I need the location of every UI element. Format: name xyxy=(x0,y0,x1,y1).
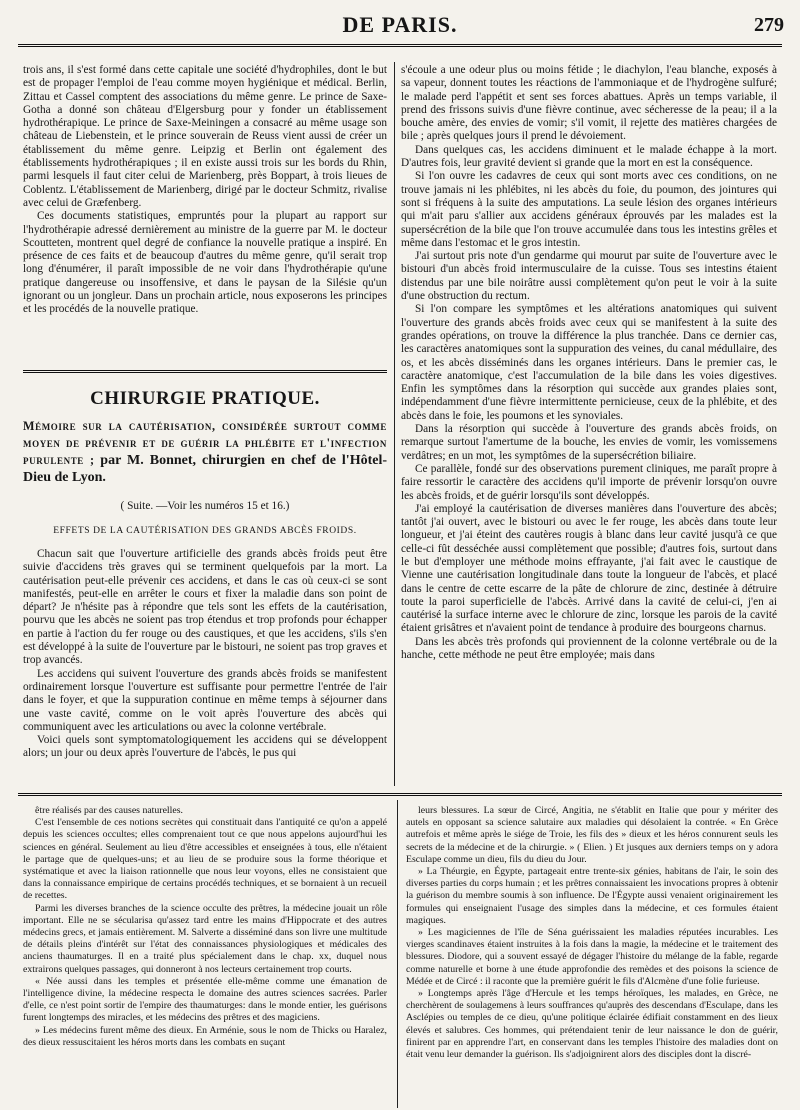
paragraph: être réalisés par des causes naturelles. xyxy=(35,805,183,816)
paragraph: Ce parallèle, fondé sur des observations purement cliniques, me paraît propre à faire ressortir le caractère des accidens qu'il importe de prévenir lorsqu'on ouvre les abcès froids, et de guérir lorsqu'ils sont développés. xyxy=(401,462,777,502)
section-rule xyxy=(23,370,387,373)
paragraph: Voici quels sont symptomatologiquement les accidens qui se développent alors; un jour ou deux après l'ouverture de l'abcès, le pus qui xyxy=(23,734,387,760)
column-divider xyxy=(394,62,395,786)
suite-note: ( Suite. —Voir les numéros 15 et 16.) xyxy=(120,500,290,512)
paragraph: Si l'on ouvre les cadavres de ceux qui sont morts avec ces conditions, on ne trouve jamais ni les phlébites, ni les abcès du foie, du poumon, des jointures qui sont si fréquens à la suite des amputations. La seule lésion des organes intérieurs qui m'ait paru s'allier aux accidens généraux éprouvés par les malades est la supersécrétion de la bile que l'on trouve accumulée dans tous les intestins grêles et même dans l'estomac et le gros intestin. xyxy=(401,170,777,249)
page-header xyxy=(0,0,800,46)
paragraph: » Les magiciennes de l'île de Séna guérissaient les maladies réputées incurables. Les vierges scandinaves étaient instruites à la fois dans la magie, la médecine et le traitement des blessures. Diodore, qui a souvent essayé de dégager l'histoire du mélange de la fable, regarde comme naturelle et borne à une étude approfondie des remèdes et des poisons la science de Médée et de Circé : il raconte que la première guérit le fils d'Alcmène d'une folie furieuse. xyxy=(406,927,778,987)
paragraph: » Les médecins furent même des dieux. En Arménie, sous le nom de Thicks ou Haralez, des dieux ressuscitaient les héros morts dans les combats en suçant xyxy=(23,1024,387,1048)
paragraph: » Longtemps après l'âge d'Hercule et les temps héroïques, les malades, en Grèce, ne cherchèrent de soulagemens à leurs souffrances qu'auprès des descendans d'Esculape, dans les Asclépies ou temples de ce dieu, qu'une politique éclairée édifiait constamment en des lieux élevés et salubres. Ces hommes, qui prétendaient tenir de leur naissance le don de guérir, finirent par en apprendre l'art, en conservant dans les temples l'histoire des maladies dont on était venu leur demander la guérison. Ils s'adjoignirent alors des disciples dont la discré- xyxy=(406,988,778,1061)
right-column xyxy=(401,64,777,786)
paragraph: trois ans, il s'est formé dans cette capitale une société d'hydrophiles, dont le but est de propager l'emploi de l'eau comme moyen hygiénique et médical. Berlin, Zittau et Cassel comptent des associations du même genre. Le prince de Saxe-Gotha a donné son château d'Elgersburg pour y fonder un établissement hydrothérapique. Le prince de Saxe-Meiningen a consacré au même usage son château de Liebenstein, et le prince souverain de Reuss vient aussi de créer un établissement du même genre. Leipzig et Berlin ont également des établissements hydrothérapiques ; il en existe aussi trois sur les bords du Rhin, parmi lesquels il faut citer celui de Marienberg, près Boppart, à trois lieues de Coblentz. L'établissement de Marienberg, dirigé par le docteur Schmitz, rivalise avec celui de Græfenberg. xyxy=(23,64,387,209)
paragraph: leurs blessures. La sœur de Circé, Angitia, ne s'établit en Italie que pour y mériter des autels en opposant sa science salutaire aux maladies qui désolaient la contrée. « En Grèce autrefois et même après le siége de Troie, les fils des » dieux et les héros connurent seuls les secrets de la médecine et de la chirurgie. » ( Elien. ) Et jusques aux derniers temps on y adora Esculape comme un dieu, fils du dieu du Jour. xyxy=(406,805,778,865)
left-column-top xyxy=(23,64,387,364)
paragraph: Si l'on compare les symptômes et les altérations anatomiques qui suivent l'ouverture des grands abcès froids avec ceux qui se manifestent à la suite des grandes opérations, on trouve la différence la plus tranchée. Dans ce dernier cas, les caractères anatomiques sont la suppuration des veines, du canal médullaire, des os, et les abcès disséminés dans les organes intérieurs. Dans le premier cas, le caractère anatomique, c'est l'accumulation de la bile dans les voies digestives. Enfin les symptômes dans la résorption qui succède aux grandes plaies sont, indépendamment d'une fièvre intermittente pernicieuse, ceux de la phlébite, et des abcès dans le foie, les poumons et les synoviales. xyxy=(401,303,777,422)
feuilleton-rule xyxy=(18,793,782,796)
feuilleton-left xyxy=(23,805,387,1105)
paragraph: C'est l'ensemble de ces notions secrètes qui constituait dans l'antiquité ce qu'on a appelé depuis les sciences occultes; elles comprenaient tout ce que nous appelons aujourd'hui les sciences en général. Seulement au lieu d'être accessibles et enseignées à tous, elle n'étaient le partage que de quelques-uns; et au lieu de se produire sous la forme théorique et systématique et avec la liaison rationnelle que nous leur voyons, elles ne consistaient que dans la connaissance empirique de certains procédés techniques, et se bornaient à un recueil de recettes. xyxy=(23,817,387,902)
paragraph: » La Théurgie, en Égypte, partageait entre trente-six génies, habitans de l'air, le soin des diverses parties du corps humain ; et les prêtres connaissaient les invocations propres à obtenir la guérison du membre soumis à son influence. De l'Égypte aussi venaient originairement les formules qui enseignaient l'usage des simples dans la médecine, et ces formules étaient magiques. xyxy=(406,866,778,926)
page-number: 279 xyxy=(754,14,784,36)
paragraph: « Née aussi dans les temples et présentée elle-même comme une émanation de l'intelligence divine, la médecine respecta le domaine des autres sciences sacrées. Parler d'elle, ce n'est point sortir de l'empire des thaumaturges: dans le monde entier, les guérisons furent longtemps des miracles, et les médecins des prêtres et des magiciens. xyxy=(23,975,387,1024)
paragraph: Chacun sait que l'ouverture artificielle des grands abcès froids peut être suivie d'accidens très graves qui se terminent quelquefois par la mort. La cautérisation peut-elle prévenir ces accidens, et dans le cas où ceux-ci se sont manifestés, peut-elle en arrêter le cours et fixer la maladie dans son point de départ? Je n'hésite pas à répondre que tels sont les effets de la cautérisation, pourvu que les abcès ne soient pas trop étendus et trop profonds pour échapper en partie à l'action du fer rouge ou des caustiques, et que les accidens, s'ils s'en est développé à la suite de l'ouverture par le bistouri, ne soient pas trop graves et trop avancés. xyxy=(23,548,387,667)
section-title: CHIRURGIE PRATIQUE. xyxy=(90,388,320,409)
left-column-body xyxy=(23,548,387,786)
paragraph: J'ai employé la cautérisation de diverses manières dans l'ouverture des abcès; tantôt j'ai ouvert, avec le bistouri ou avec le fer rouge, les abcès dans toute leur longueur, et j'ai éteint des cautères rougis à blanc dans leur cavité jusqu'à ce que celle-ci fût desséchée aussi complètement que possible; d'autres fois, surtout dans le but d'employer une méthode moins effrayante, j'ai fait avec le caustique de Vienne une cautérisation longitudinale dans toute la longueur de l'abcès, et placé dans le centre de cette escarre de la pâte de chlorure de zinc, destinée à détruire toute la paroi superficielle de l'abcès. Arrivé dans la cavité de celui-ci, j'en ai cautérisé la surface interne avec le chlorure de zinc, lorsque les parois de la cavité étaient grisâtres et n'avaient point de tendance à produire des bourgeons charnus. xyxy=(401,502,777,635)
memoire-title: Mémoire sur la cautérisation, considérée surtout comme moyen de prévenir et de guérir la phlébite et l'infection purulente ; xyxy=(23,419,387,467)
memoire-heading xyxy=(23,418,387,486)
paragraph: J'ai surtout pris note d'un gendarme qui mourut par suite de l'ouverture avec le bistouri d'un abcès froid intermusculaire de la cuisse. Tous ses intestins étaient distendus par une bile noirâtre aussi complètement qu'on peut le voir à la suite d'une obstruction du rectum. xyxy=(401,250,777,303)
feuilleton-right xyxy=(406,805,778,1105)
paragraph: Parmi les diverses branches de la science occulte des prêtres, la médecine jouait un rôle important. Elle ne se sécularisa qu'assez tard entre les mains d'Hippocrate et des autres médecins grecs, et jamais entièrement. M. Salverte a disséminé dans son livre une multitude de détails pleins d'intérêt sur l'état des connaissances physiologiques et médicales des anciens thaumaturges. Il en a traité plus spécialement dans le chap. xx, duquel nous extrairons quelques passages, qui donneront à nos lecteurs certainement trop courts. xyxy=(23,902,387,975)
subheading: EFFETS DE LA CAUTÉRISATION DES GRANDS ABCÈS FROIDS. xyxy=(53,526,357,536)
memoire-author: par M. Bonnet, chirurgien en chef de l'Hôtel-Dieu de Lyon. xyxy=(23,453,388,485)
paragraph: Dans les abcès très profonds qui proviennent de la colonne vertébrale ou de la hanche, cette méthode ne peut être employée; mais dans xyxy=(401,635,777,662)
header-rule xyxy=(18,44,782,47)
paragraph: Ces documents statistiques, empruntés pour la plupart au rapport sur l'hydrothérapie adressé dernièrement au ministre de la guerre par M. le docteur Scoutteten, montrent quel degré de confiance la nouvelle pratique a inspiré. En présence de ces faits et de beaucoup d'autres du même genre, qu'il serait trop long d'énumérer, il paraît impossible de ne voir dans l'hydrothérapie qu'une pratique dangereuse ou insoffensive, et dans le paysan de la Silésie qu'un ignorant ou un jongleur. Dans un prochain article, nous exposerons les principes et les procédés de la nouvelle pratique. xyxy=(23,210,387,316)
paragraph: s'écoule a une odeur plus ou moins fétide ; le diachylon, l'eau blanche, exposés à sa vapeur, donnent toutes les réactions de l'ammoniaque et de l'hydrogène sulfuré; le malade perd l'appétit et sent ses forces abattues. Après un temps variable, il prend des frissons suivis d'une fièvre continue, avec sécheresse de la peau; il a la bouche amère, des envies de vomir; s'il vomit, il rejette des matières chargées de bile ; après quelques jours il prend le dévoiement. xyxy=(401,64,777,143)
feuilleton-divider xyxy=(397,800,398,1108)
paragraph: Dans quelques cas, les accidens diminuent et le malade échappe à la mort. D'autres fois, leur gravité devient si grande que la mort en est la conséquence. xyxy=(401,143,777,170)
paragraph: Les accidens qui suivent l'ouverture des grands abcès froids se manifestent ordinairement lorsque l'ouverture est suffisante pour permettre l'entrée de l'air dans le foyer, et que la suppuration continue en même temps à séjourner dans une vaste cavité, comme on le voit après l'ouverture des abcès qui communiquent avec les articulations ou avec la colonne vertébrale. xyxy=(23,667,387,733)
journal-title: DE PARIS. xyxy=(342,12,458,37)
paragraph: Dans la résorption qui succède à l'ouverture des grands abcès froids, on remarque surtout l'amertume de la bouche, les envies de vomir, les vomissemens verdâtres; en un mot, les symptômes de la supersécrétion biliaire. xyxy=(401,423,777,462)
